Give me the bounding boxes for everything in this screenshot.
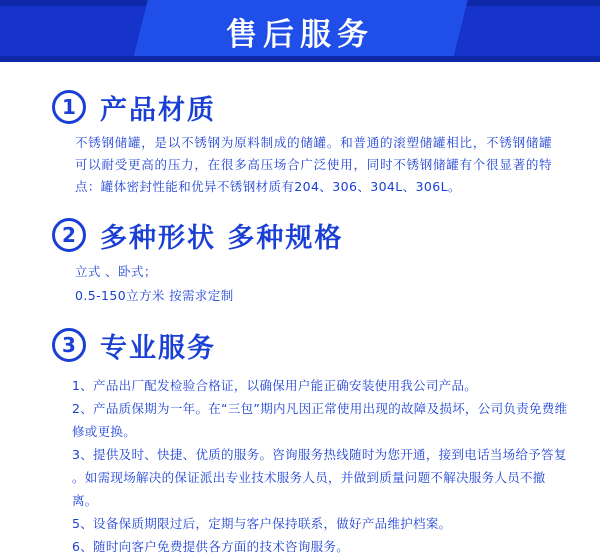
list-item: 。如需现场解决的保证派出专业技术服务人员，并做到质量问题不解决服务人员不撤离。 xyxy=(72,470,546,508)
section-line: 立式 、卧式； xyxy=(75,264,157,279)
list-item: 6、随时向客户免费提供各方面的技术咨询服务。 xyxy=(72,539,350,554)
section-product-material xyxy=(0,84,600,198)
section-title: 专业服务 xyxy=(100,332,216,364)
section-number-badge: 2 xyxy=(52,218,86,252)
section-header xyxy=(0,322,600,368)
list-item: 1、产品出厂配发检验合格证，以确保用户能正确安装使用我公司产品。 xyxy=(72,378,478,393)
section-title: 产品材质 xyxy=(100,94,216,126)
section-number-badge: 1 xyxy=(52,90,86,124)
section-body xyxy=(0,368,600,558)
section-header xyxy=(0,212,600,258)
section-professional-service xyxy=(0,322,600,558)
section-header xyxy=(0,84,600,130)
section-paragraph: 不锈钢储罐，是以不锈钢为原料制成的储罐。和普通的滚塑储罐相比，不锈钢储罐可以耐受更高的压力，在很多高压场合广泛使用，同时不锈钢储罐有个很显著的特点：罐体密封性能和优异不锈钢材质有204、306、304L、306L。 xyxy=(75,135,552,194)
list-item: 2、产品质保期为一年。在“三包”期内凡因正常使用出现的故障及损坏，公司负责免费维修或更换。 xyxy=(72,401,568,439)
service-list xyxy=(72,374,570,558)
section-body xyxy=(0,258,600,308)
list-item: 3、提供及时、快捷、优质的服务。咨询服务热线随时为您开通，接到电话当场给予答复 xyxy=(72,447,567,462)
section-shapes-specs xyxy=(0,212,600,308)
header-banner xyxy=(0,0,600,62)
section-body xyxy=(0,130,600,198)
page-title: 售后服务 xyxy=(226,16,374,53)
list-item: 5、设备保质期限过后，定期与客户保持联系，做好产品维护档案。 xyxy=(72,516,452,531)
content-area xyxy=(0,62,600,558)
section-title: 多种形状 多种规格 xyxy=(100,222,344,254)
banner-bottom-stripe xyxy=(0,56,600,62)
section-number-badge: 3 xyxy=(52,328,86,362)
section-line: 0.5-150立方米 按需求定制 xyxy=(75,288,234,303)
